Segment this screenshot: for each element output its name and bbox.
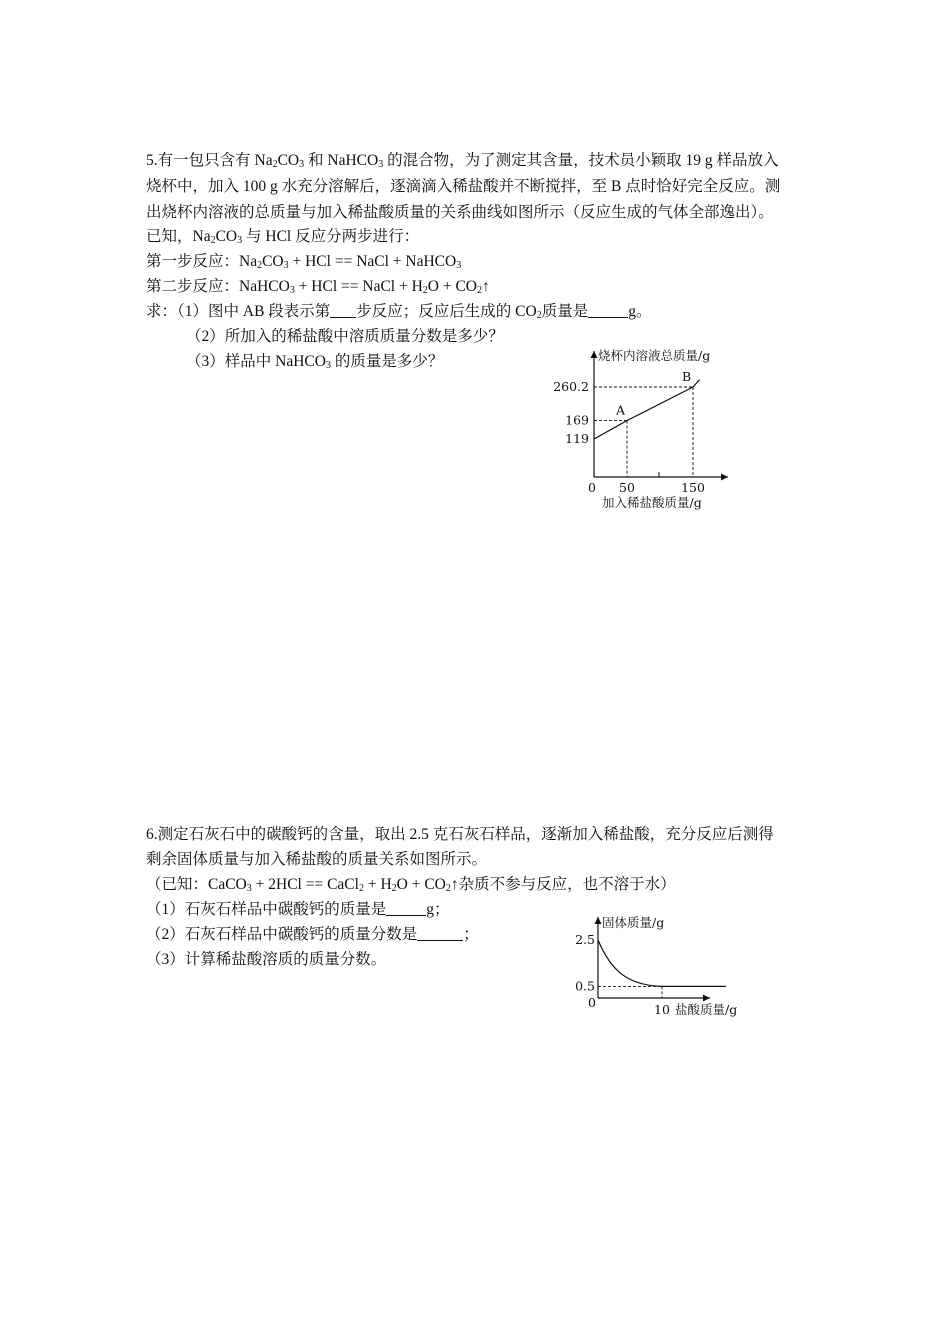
q5-step-1: [146, 249, 461, 274]
q6-ask2-a: （2）石灰石样品中碳酸钙的质量分数是: [146, 926, 418, 943]
q5-line4-a: 已知，Na: [146, 228, 211, 245]
q6-ask1-a: （1）石灰石样品中碳酸钙的质量是: [146, 901, 387, 918]
solid-mass-chart: [560, 912, 760, 1022]
x-axis-label: 盐酸质量/g: [675, 1002, 738, 1017]
q6-line-1: 6.测定石灰石中的碳酸钙的含量，取出 2.5 克石灰石样品，逐渐加入稀盐酸，充分反应后测得: [146, 826, 774, 843]
q5-step1-b: CO: [262, 253, 284, 270]
subscript: 2: [477, 285, 482, 296]
q5-ask1-d: g。: [628, 303, 652, 320]
q5-ask1-b: 步反应；反应后生成的 CO: [356, 303, 537, 320]
answer-blank[interactable]: [386, 901, 426, 916]
series-line-segment-0A: [594, 421, 627, 439]
origin-label: 0: [588, 480, 596, 495]
subscript: 3: [246, 883, 252, 894]
series-line-segment-AB: [627, 387, 693, 421]
q5-step2-a: 第二步反应：NaHCO: [146, 278, 290, 295]
q5-ask-1: [146, 299, 652, 324]
y-tick-label: 260.2: [553, 379, 589, 394]
q5-ask1-c: 质量是: [541, 303, 589, 320]
q6-ask-1: [146, 897, 450, 922]
subscript: 2: [536, 310, 542, 321]
q5-step-2: [146, 274, 490, 299]
answer-blank[interactable]: [330, 303, 356, 318]
subscript: 3: [289, 285, 295, 296]
series-curve: [598, 940, 662, 986]
subscript: 3: [378, 159, 384, 170]
y-tick-label: 169: [565, 412, 589, 428]
subscript: 2: [210, 235, 216, 246]
q5-line-2: 烧杯中，加入 100 g 水充分溶解后，逐滴滴入稀盐酸并不断搅拌，至 B 点时恰好完全反应。测: [146, 178, 781, 195]
series-line-extension: [693, 380, 700, 387]
subscript: 2: [272, 159, 278, 170]
q6-line-3: [146, 872, 676, 897]
y-axis-label: 固体质量/g: [602, 915, 665, 930]
q5-ask3-b: 的质量是多少？: [330, 353, 444, 370]
subscript: 3: [237, 235, 243, 246]
q5-line-4: [146, 224, 419, 249]
beaker-mass-chart: [548, 345, 748, 515]
q5-ask1-a: 求：（1）图中 AB 段表示第: [146, 303, 331, 320]
q6-line-2: 剩余固体质量与加入稀盐酸的质量关系如图所示。: [146, 851, 488, 868]
subscript: 2: [257, 260, 263, 271]
q6-ask-2: [146, 922, 479, 947]
subscript: 2: [422, 285, 428, 296]
q5-step2-b: + HCl == NaCl + H: [294, 278, 423, 295]
q5-step1-c: + HCl == NaCl + NaHCO: [288, 253, 457, 270]
q6-line3-c: + H: [363, 876, 392, 893]
x-tick-label: 10: [654, 1002, 670, 1017]
subscript: 2: [358, 883, 364, 894]
q6-line3-a: （已知：CaCO: [146, 876, 247, 893]
q6-ask-3: （3）计算稀盐酸溶质的质量分数。: [146, 951, 387, 968]
point-label: B: [682, 369, 692, 384]
q6-ask1-b: g；: [426, 901, 450, 918]
q6-line3-e: ↑杂质不参与反应，也不溶于水）: [450, 876, 676, 893]
y-tick-label: 0.5: [575, 978, 595, 994]
q6-line3-d: O + CO: [396, 876, 446, 893]
q5-line-1: [146, 148, 778, 173]
subscript: 3: [456, 260, 462, 271]
q5-line-3: 出烧杯内溶液的总质量与加入稀盐酸质量的关系曲线如图所示（反应生成的气体全部逸出）。: [146, 204, 774, 221]
answer-blank[interactable]: [417, 926, 463, 941]
y-tick-label: 119: [565, 431, 589, 446]
q5-line4-b: CO: [215, 228, 238, 245]
q6-line3-b: + 2HCl == CaCl: [251, 876, 359, 893]
x-tick-label: 50: [619, 480, 635, 495]
q5-ask3-a: （3）样品中 NaHCO: [186, 353, 326, 370]
subscript: 3: [299, 159, 305, 170]
subscript: 3: [283, 260, 289, 271]
origin-label: 0: [588, 995, 596, 1010]
q5-step2-c: O + CO: [427, 278, 477, 295]
y-tick-label: 2.5: [575, 932, 595, 947]
subscript: 2: [445, 883, 451, 894]
x-axis-label: 加入稀盐酸质量/g: [602, 495, 702, 510]
q5-step1-a: 第一步反应：Na: [146, 253, 258, 270]
subscript: 2: [391, 883, 397, 894]
y-axis-label: 烧杯内溶液总质量/g: [598, 348, 711, 363]
q5-line4-c: 与 HCl 反应分两步进行：: [242, 228, 420, 245]
q5-ask-2: （2）所加入的稀盐酸中溶质质量分数是多少？: [186, 328, 504, 345]
point-label: A: [616, 402, 626, 418]
answer-blank[interactable]: [588, 303, 628, 318]
q5-line1-c: 和 NaHCO: [304, 152, 379, 169]
up-arrow-symbol: ↑: [482, 278, 490, 295]
x-tick-label: 150: [681, 480, 705, 495]
q5-line1-d: 的混合物，为了测定其含量，技术员小颖取 19 g 样品放入: [383, 152, 779, 169]
q6-ask2-b: ；: [463, 926, 479, 943]
subscript: 3: [325, 360, 331, 371]
q5-line1-b: CO: [277, 152, 300, 169]
q5-ask-3: [186, 349, 443, 374]
q5-line1-a: 5.有一包只含有 Na: [146, 152, 273, 169]
